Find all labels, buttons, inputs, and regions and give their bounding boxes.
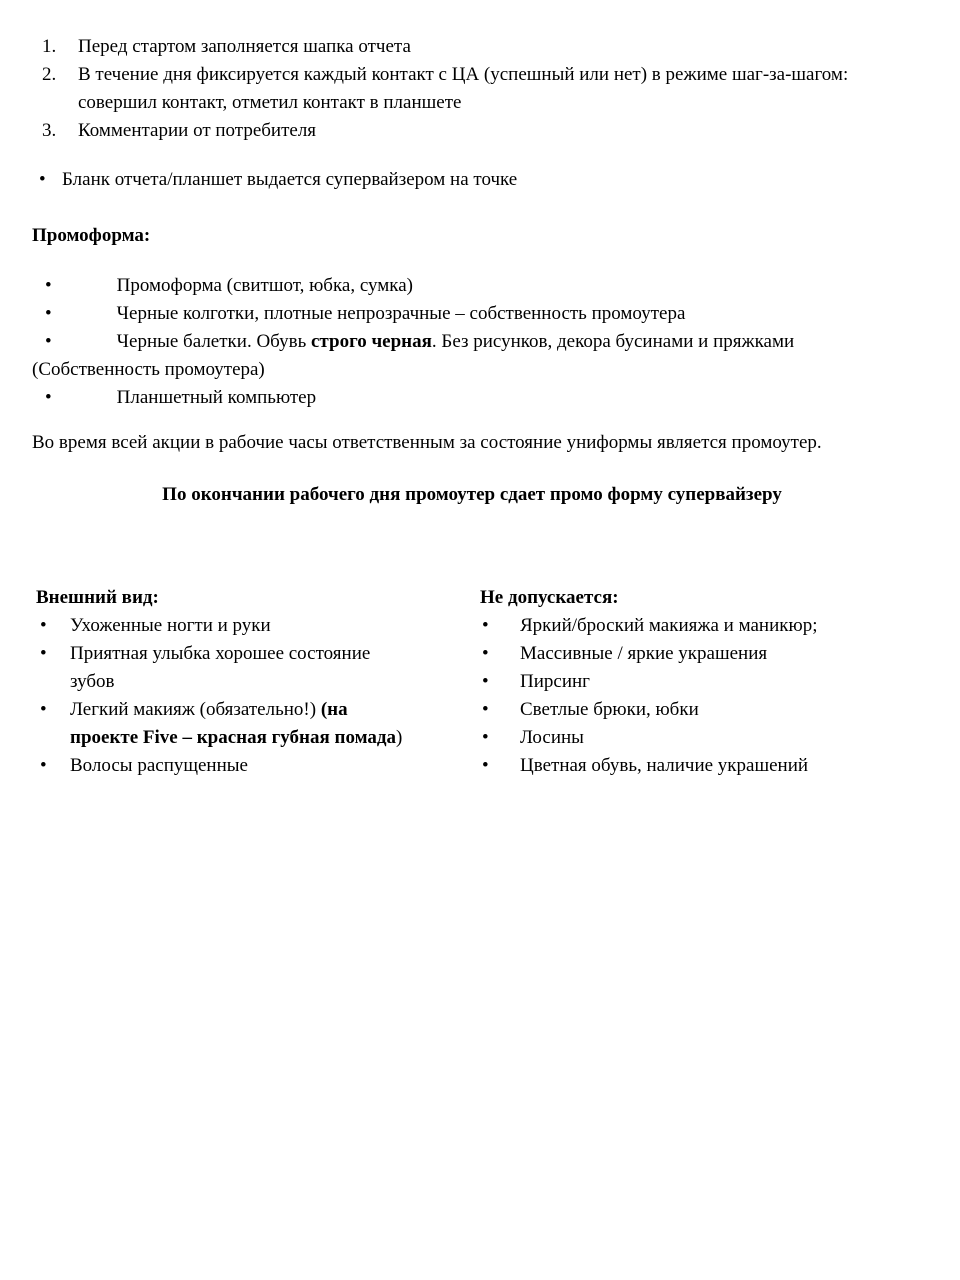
promo-item [32, 328, 912, 384]
step-number: 2. [42, 64, 57, 85]
appearance-item [36, 752, 411, 780]
restriction-item [480, 640, 912, 668]
bullet-marker: • [39, 169, 46, 190]
appearance-item [36, 696, 411, 752]
bullet-marker: • [482, 727, 489, 748]
appearance-item-text-bold: (на проекте Five – красная губная помада [70, 699, 397, 748]
restrictions-column [480, 584, 912, 780]
appearance-item-text: ) [396, 727, 403, 748]
restrictions-list [480, 612, 912, 780]
uniform-responsibility-note: Во время всей акции в рабочие часы ответственным за состояние униформы является промоутер. [32, 432, 822, 453]
bullet-marker: • [45, 303, 52, 324]
restriction-item-text: Цветная обувь, наличие украшений [520, 755, 809, 776]
restriction-item [480, 752, 912, 780]
end-of-day-note: По окончании рабочего дня промоутер сдает промо форму супервайзеру [162, 484, 782, 505]
bullet-marker: • [40, 755, 47, 776]
appearance-list [36, 612, 411, 780]
restriction-item [480, 724, 912, 752]
promo-item [32, 272, 912, 300]
appearance-item-text: Волосы распущенные [70, 755, 248, 776]
promo-item-text: Планшетный компьютер [116, 387, 317, 408]
bullet-marker: • [482, 671, 489, 692]
restriction-item [480, 696, 912, 724]
bullet-marker: • [45, 331, 52, 352]
step-number: 3. [42, 120, 57, 141]
two-column-section [32, 584, 912, 780]
bullet-marker: • [45, 387, 52, 408]
restriction-item-text: Массивные / яркие украшения [520, 643, 768, 664]
bullet-marker: • [40, 643, 47, 664]
step-text: Перед стартом заполняется шапка отчета [78, 36, 411, 57]
bullet-marker: • [45, 275, 52, 296]
bullet-marker: • [482, 615, 489, 636]
step-number: 1. [42, 36, 57, 57]
appearance-item-text: Легкий макияж (обязательно!) [70, 699, 321, 720]
restriction-item-text: Светлые брюки, юбки [520, 699, 699, 720]
report-step-item [32, 61, 912, 117]
appearance-item [36, 612, 411, 640]
appearance-item-text: Ухоженные ногти и руки [70, 615, 271, 636]
restrictions-heading: Не допускается: [480, 587, 619, 608]
restriction-item [480, 612, 912, 640]
handout-note-text: Бланк отчета/планшет выдается супервайзером на точке [62, 169, 518, 190]
restriction-item-text: Лосины [520, 727, 584, 748]
appearance-item [36, 640, 411, 696]
appearance-heading: Внешний вид: [36, 587, 159, 608]
bullet-marker: • [482, 699, 489, 720]
restriction-item [480, 668, 912, 696]
promo-item-text-bold: строго черная [311, 331, 432, 352]
bullet-marker: • [482, 643, 489, 664]
promo-item [32, 300, 912, 328]
promo-item-text: Промоформа (свитшот, юбка, сумка) [116, 275, 413, 296]
promo-form-list [32, 272, 912, 412]
bullet-marker: • [40, 699, 47, 720]
step-text: Комментарии от потребителя [78, 120, 317, 141]
bullet-marker: • [40, 615, 47, 636]
promo-form-heading: Промоформа: [32, 225, 151, 246]
bullet-marker: • [482, 755, 489, 776]
promo-item-text: Черные колготки, плотные непрозрачные – собственность промоутера [116, 303, 686, 324]
handout-note [32, 166, 912, 194]
appearance-column [36, 584, 411, 780]
report-steps-list [32, 33, 912, 145]
report-step-item [32, 117, 912, 145]
step-text: В течение дня фиксируется каждый контакт с ЦА (успешный или нет) в режиме шаг-за-шагом: совершил контакт, отметил контакт в планшете [78, 64, 849, 113]
promo-item [32, 384, 912, 412]
restriction-item-text: Пирсинг [520, 671, 590, 692]
promo-item-text: Черные балетки. Обувь [116, 331, 311, 352]
report-step-item [32, 33, 912, 61]
restriction-item-text: Яркий/броский макияжа и маникюр; [520, 615, 818, 636]
appearance-item-text: Приятная улыбка хорошее состояние зубов [70, 643, 371, 692]
promo-item-text: . Без рисунков, декора бусинами и пряжками (Собственность промоутера) [32, 331, 795, 380]
